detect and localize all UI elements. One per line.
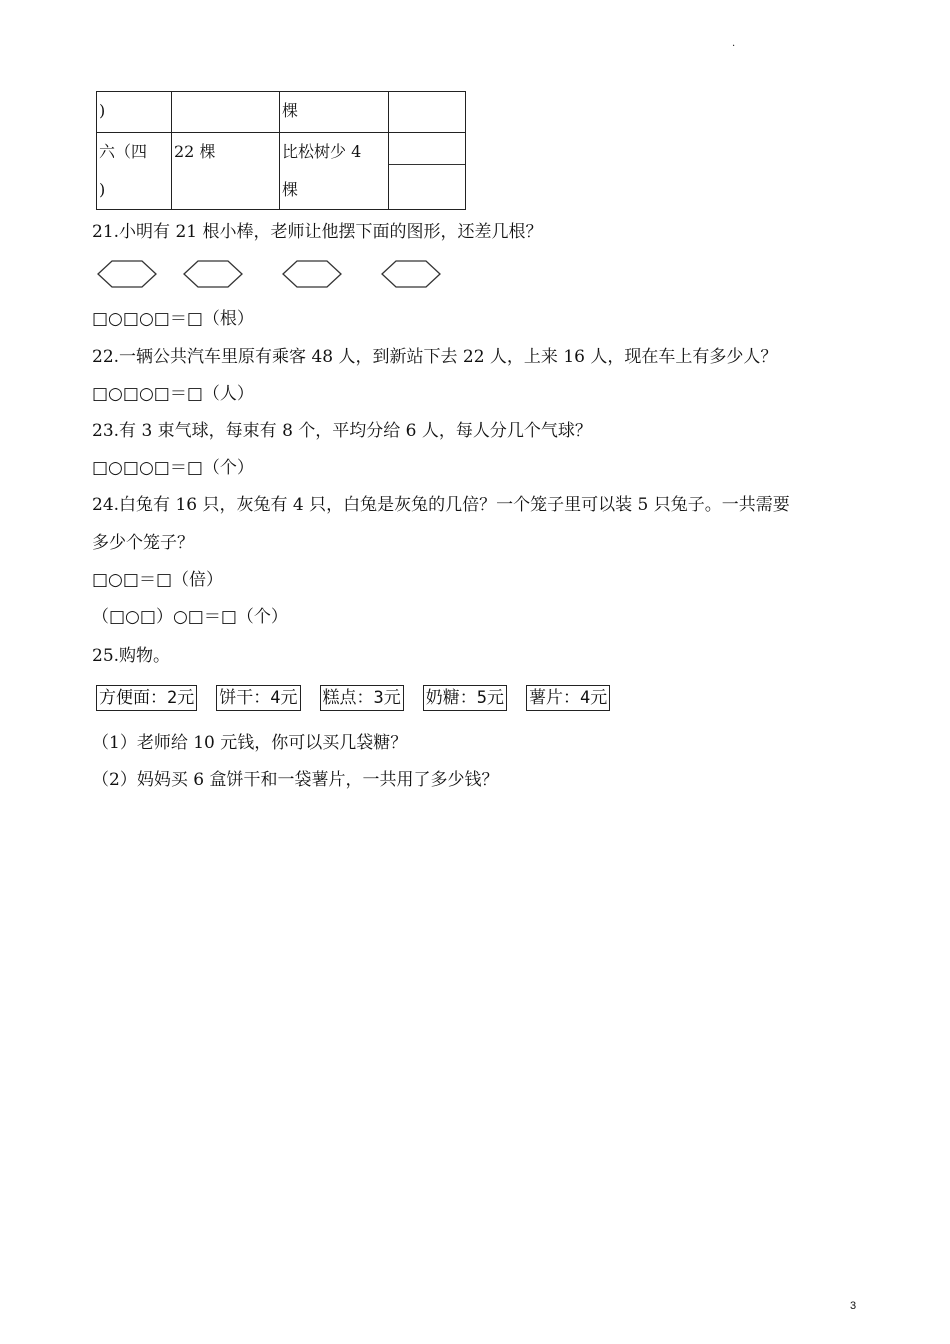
cell-line: ) xyxy=(99,180,106,199)
tree-table xyxy=(96,91,466,210)
hexagon-shape xyxy=(98,261,156,287)
table-cell xyxy=(172,133,280,210)
price-tag: 糕点：3元 xyxy=(320,685,404,711)
header-dot: . xyxy=(732,38,736,49)
formula-23: □○□○□＝□（个） xyxy=(92,458,254,478)
formula-22: □○□○□＝□（人） xyxy=(92,384,254,404)
answer-cell[interactable] xyxy=(389,133,466,210)
question-23: 23.有 3 束气球，每束有 8 个，平均分给 6 人，每人分几个气球？ xyxy=(92,421,592,441)
cell-line: 六（四 xyxy=(99,142,148,161)
question-25-sub2: （2）妈妈买 6 盒饼干和一袋薯片，一共用了多少钱？ xyxy=(92,770,499,790)
table-cell xyxy=(97,133,172,210)
table-row xyxy=(97,92,466,133)
hexagon-shape xyxy=(382,261,440,287)
hexagon-figures xyxy=(96,258,456,292)
question-24-line1: 24.白兔有 16 只，灰兔有 4 只，白兔是灰兔的几倍？一个笼子里可以装 5 只兔子。一共需要 xyxy=(92,495,790,515)
hexagon-shape xyxy=(184,261,242,287)
table-cell xyxy=(389,92,466,133)
formula-24-b: （□○□）○□＝□（个） xyxy=(92,607,288,627)
cell-line: 比松树少 4 xyxy=(282,142,362,161)
question-25-sub1: （1）老师给 10 元钱，你可以买几袋糖？ xyxy=(92,733,408,753)
table-cell: 棵 xyxy=(280,92,389,133)
price-tag: 薯片：4元 xyxy=(526,685,610,711)
page-number: 3 xyxy=(850,1300,857,1312)
answer-blank[interactable] xyxy=(389,133,465,165)
question-24-line2: 多少个笼子？ xyxy=(92,533,194,553)
question-25-title: 25.购物。 xyxy=(92,646,171,666)
hexagon-shape xyxy=(283,261,341,287)
table-cell xyxy=(280,133,389,210)
cell-line: 22 棵 xyxy=(174,142,216,161)
price-list xyxy=(96,685,610,711)
question-22: 22.一辆公共汽车里原有乘客 48 人，到新站下去 22 人，上来 16 人，现在车上有多少人？ xyxy=(92,347,778,367)
cell-line: 棵 xyxy=(282,180,299,199)
price-tag: 饼干：4元 xyxy=(216,685,300,711)
table-cell: ) xyxy=(97,92,172,133)
table-row xyxy=(97,133,466,210)
price-tag: 方便面：2元 xyxy=(96,685,197,711)
formula-21: □○□○□＝□（根） xyxy=(92,309,254,329)
question-21: 21.小明有 21 根小棒，老师让他摆下面的图形，还差几根？ xyxy=(92,222,543,242)
formula-24-a: □○□＝□（倍） xyxy=(92,570,224,590)
price-tag: 奶糖：5元 xyxy=(423,685,507,711)
table-cell xyxy=(172,92,280,133)
